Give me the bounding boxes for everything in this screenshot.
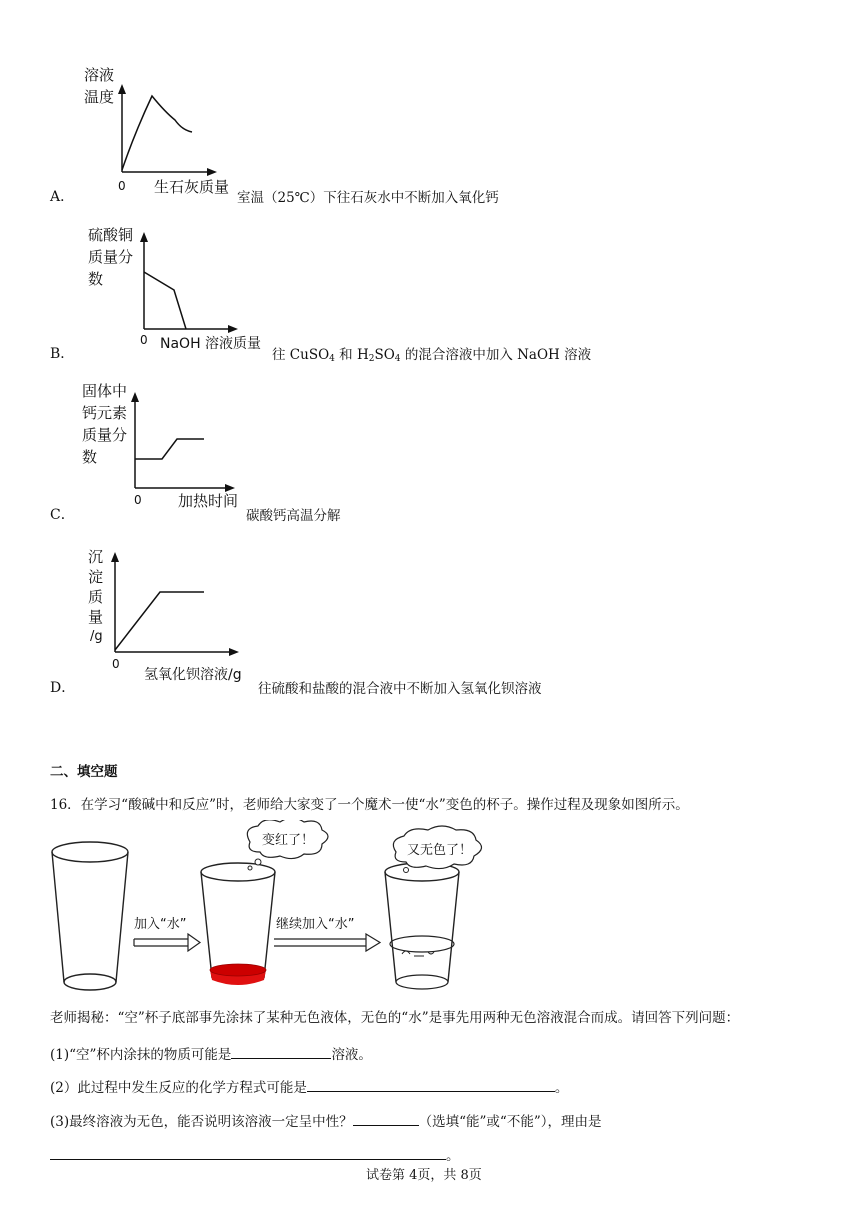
magic-cups-figure: [50, 820, 520, 995]
graph-d-origin: 0: [112, 657, 120, 671]
graph-a-curve: [122, 96, 192, 170]
graph-d-ylabel-5: /g: [90, 629, 103, 644]
option-b-letter: B．: [50, 346, 75, 362]
graph-a-x-arrow: [207, 168, 217, 176]
graph-a-ylabel-1: 溶液: [84, 66, 115, 84]
graph-d-ylabel-2: 淀: [88, 568, 104, 586]
bubble2-text: 又无色了！: [407, 843, 473, 858]
graph-a-xlabel: 生石灰质量: [154, 178, 230, 196]
question-16-stem: 16．在学习“酸碱中和反应”时，老师给大家变了一个魔术一使“水”变色的杯子。操作过程及现象如图所示。: [50, 797, 689, 813]
graph-d-ylabel-3: 质: [88, 588, 104, 606]
option-a-letter: A．: [50, 189, 75, 205]
graph-c: [80, 378, 260, 518]
graph-a-ylabel-2: 温度: [84, 88, 115, 106]
graph-d-ylabel-4: 量: [88, 608, 104, 626]
graph-c-xlabel: 加热时间: [178, 492, 239, 510]
graph-b-y-arrow: [140, 232, 148, 242]
graph-c-origin: 0: [134, 493, 142, 507]
question-16-reveal: 老师揭秘：“空”杯子底部事先涂抹了某种无色液体，无色的“水”是事先用两种无色溶液混合而成。请回答下列问题：: [50, 1010, 740, 1026]
question-16-part1: (1)“空”杯内涂抹的物质可能是 溶液。: [50, 1043, 372, 1063]
option-d-description: 往硫酸和盐酸的混合液中不断加入氢氧化钡溶液: [258, 681, 542, 697]
graph-a-origin: 0: [118, 179, 126, 193]
graph-c-ylabel-4: 数: [82, 448, 98, 466]
blank-2[interactable]: [307, 1077, 555, 1092]
blank-3[interactable]: [353, 1111, 419, 1126]
graph-a-y-arrow: [118, 84, 126, 94]
question-16-part2: (2）此过程中发生反应的化学方程式可能是 。: [50, 1076, 568, 1096]
graph-c-y-arrow: [131, 392, 139, 402]
blank-1[interactable]: [231, 1044, 331, 1059]
graph-b-xlabel: NaOH 溶液质量: [160, 336, 262, 352]
speech-bubble-1: [247, 820, 328, 870]
option-a-description: 室温（25℃）下往石灰水中不断加入氧化钙: [237, 190, 499, 206]
graph-b: [86, 222, 276, 362]
bubble1-text: 变红了！: [262, 833, 315, 848]
arrow-continue-add-water: [274, 916, 380, 951]
arrow1-label: 加入“水”: [134, 917, 187, 932]
option-d-letter: D．: [50, 680, 76, 696]
graph-d: [84, 540, 264, 690]
graph-c-line: [135, 439, 204, 459]
graph-b-x-arrow: [228, 325, 238, 333]
cup-red: [201, 863, 275, 985]
question-16-part3: (3)最终溶液为无色，能否说明该溶液一定呈中性？ （选填“能”或“不能”），理由是: [50, 1110, 601, 1130]
question-16-part3-reason: 。: [50, 1144, 460, 1164]
page-footer: 试卷第 4页，共 8页: [366, 1168, 482, 1183]
graph-d-ylabel-1: 沉: [88, 548, 104, 566]
graph-d-line: [115, 592, 204, 650]
arrow2-label: 继续加入“水”: [276, 917, 355, 932]
graph-b-origin: 0: [140, 333, 148, 347]
graph-b-ylabel-1: 硫酸铜: [88, 226, 134, 244]
graph-b-line: [144, 272, 186, 329]
graph-d-x-arrow: [229, 648, 239, 656]
blank-4[interactable]: [50, 1145, 446, 1160]
cup-empty: [52, 842, 128, 990]
option-c-description: 碳酸钙高温分解: [246, 508, 341, 524]
section-title: 二、填空题: [50, 764, 118, 780]
graph-b-ylabel-3: 数: [88, 270, 104, 288]
option-c-letter: C．: [50, 507, 75, 523]
graph-c-ylabel-2: 钙元素: [82, 404, 128, 422]
graph-c-ylabel-1: 固体中: [82, 382, 128, 400]
cup-clear: [385, 863, 459, 989]
graph-b-ylabel-2: 质量分: [88, 248, 134, 266]
option-b-description: 往 CuSO$_4$ 和 $H_2SO_4$ 的混合溶液中加入 NaOH 溶液: [272, 347, 592, 364]
arrow-add-water: [134, 916, 200, 951]
graph-c-ylabel-3: 质量分: [82, 426, 128, 444]
graph-c-x-arrow: [225, 484, 235, 492]
graph-d-xlabel: 氢氧化钡溶液/g: [144, 667, 242, 683]
graph-a: [80, 62, 240, 202]
graph-d-y-arrow: [111, 552, 119, 562]
